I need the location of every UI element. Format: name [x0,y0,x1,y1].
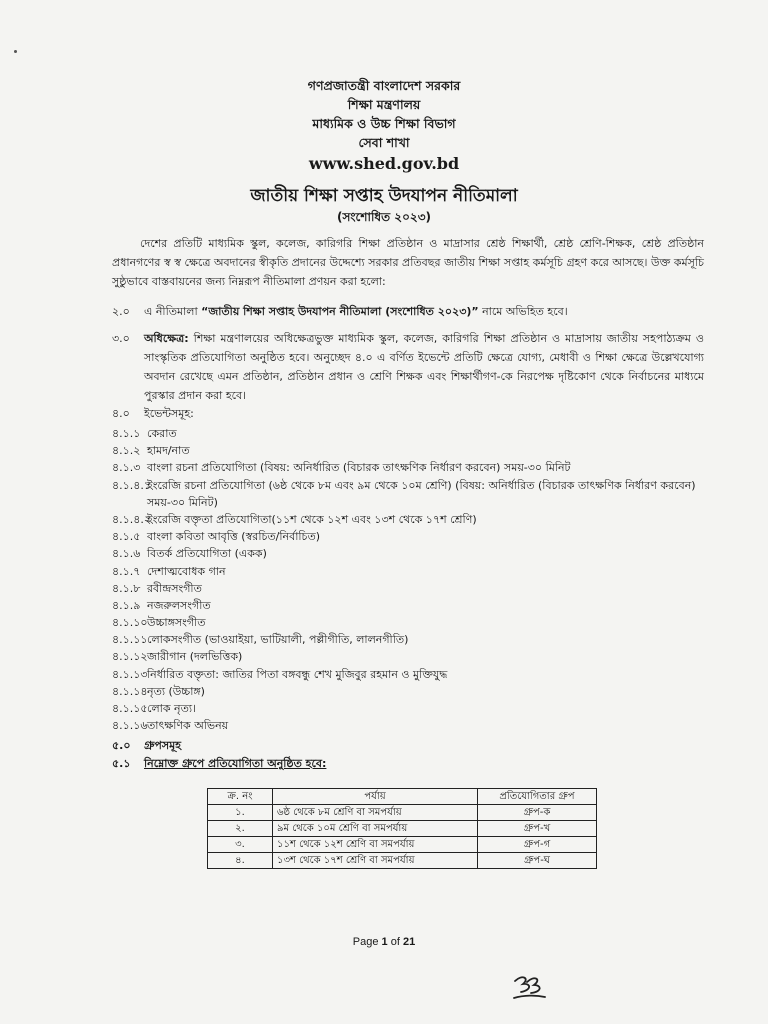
item-number: ৪.১.৫ [112,530,141,544]
list-item [112,666,704,683]
item-number: ৪.১.৯ [112,598,141,612]
intro-paragraph: দেশের প্রতিটি মাধ্যমিক স্কুল, কলেজ, কারিগরি শিক্ষা প্রতিষ্ঠান ও মাদ্রাসার শ্রেষ্ঠ শিক্ষার্থী, শ্রেষ্ঠ শ্রেণি-শিক্ষক, শ্রেষ্ঠ প্রতিষ্ঠান প্রধানগণের স্ব স্ব ক্ষেত্রে অবদানের স্বীকৃতি প্রদানের উদ্দেশ্যে সরকার প্রতিবছর জাতীয় শিক্ষা সপ্তাহ কর্মসূচি গ্রহণ করে আসছে। উক্ত কর্মসূচি সুষ্ঠুভাবে বাস্তবায়নের জন্য নিম্নরূপ নীতিমালা প্রণয়ন করা হলো: [112,237,704,288]
page-total: 21 [402,936,416,948]
table-cell: ১. [208,805,273,821]
section-4-heading [112,404,704,423]
section-number: ৪.০ [112,407,130,420]
column-header-group: প্রতিযোগিতার গ্রুপ [478,789,597,805]
item-text: নির্ধারিত বক্তৃতা: জাতির পিতা বঙ্গবন্ধু শেখ মুজিবুর রহমান ও মুক্তিযুদ্ধ [147,667,448,681]
list-item [112,442,704,459]
page-current: 1 [381,936,388,948]
item-text: লোকসংগীত (ভাওয়াইয়া, ভাটিয়ালী, পল্লীগীতি, লালনগীতি) [147,633,409,647]
table-cell: গ্রুপ-ঘ [478,853,597,869]
item-text: নৃত্য (উচ্চাঙ্গ) [147,684,205,698]
list-item [112,614,704,631]
column-header-serial: ক্র. নং [208,789,273,805]
table-row [208,805,597,821]
item-number: ৪.১.১৩ [112,667,148,681]
item-number: ৪.১.১৪ [112,684,148,698]
header-website: www.shed.gov.bd [308,154,460,173]
list-item [112,597,704,614]
item-text: রবীন্দ্রসংগীত [147,581,202,595]
list-item [112,425,704,442]
item-number: ৪.১.৭ [112,564,141,578]
table-cell: গ্রুপ-খ [478,821,597,837]
table-header-row [208,789,597,805]
item-number: ৪.১.১৬ [112,719,148,733]
section-heading: নিম্নোক্ত গ্রুপে প্রতিযোগিতা অনুষ্ঠিত হবে: [144,757,327,770]
list-item [112,528,704,545]
initials-signature [512,972,546,1002]
item-number: ৪.১.৪.১ [112,478,152,492]
item-number: ৪.১.১২ [112,650,148,664]
section-heading: ইভেন্টসমূহ: [144,407,194,420]
item-text: উচ্চাঙ্গসংগীত [147,616,206,630]
item-number: ৪.১.১১ [112,633,148,647]
list-item [112,683,704,700]
list-item [112,717,704,734]
section-label: অধিক্ষেত্র: [144,332,189,345]
list-item [112,459,704,476]
table-cell: ৩. [208,837,273,853]
table-cell: ৬ষ্ঠ থেকে ৮ম শ্রেণি বা সমপর্যায় [273,805,478,821]
list-item [112,580,704,597]
list-item [112,631,704,648]
item-text: বাংলা রচনা প্রতিযোগিতা (বিষয়: অনির্ধারিত (বিচারক তাৎক্ষণিক নির্ধারণ করবেন) সময়-৩০ মিনিট [147,461,571,475]
section-heading: গ্রুপসমূহ [144,739,181,752]
section-number: ২.০ [112,305,130,318]
table-row [208,853,597,869]
item-number: ৪.১.৬ [112,547,141,561]
list-item [112,511,704,528]
item-number: ৪.১.১০ [112,616,148,630]
item-text: তাৎক্ষণিক অভিনয় [147,719,229,733]
item-text: লোক নৃত্য। [147,702,196,716]
section-body [144,329,704,405]
item-text: নজরুলসংগীত [147,598,211,612]
table-cell: ১৩শ থেকে ১৭শ শ্রেণি বা সমপর্যায় [273,853,478,869]
group-table [207,788,597,869]
item-number: ৪.১.৪.২ [112,512,152,526]
item-text: ইংরেজি বক্তৃতা প্রতিযোগিতা(১১শ থেকে ১২শ এবং ১৩শ থেকে ১৭শ শ্রেণি) [147,512,477,526]
item-text: বিতর্ক প্রতিযোগিতা (একক) [147,547,267,561]
section-text: এ নীতিমালা [144,305,202,318]
item-text: হামদ/নাত [147,444,190,458]
table-row [208,837,597,853]
page-separator: of [387,936,403,948]
section-5-1-heading [112,755,326,773]
section-2 [112,302,704,321]
document-title: জাতীয় শিক্ষা সপ্তাহ উদযাপন নীতিমালা [250,186,518,206]
header-line-ministry: শিক্ষা মন্ত্রণালয় [347,97,421,112]
item-number: ৪.১.২ [112,444,141,458]
section-number: ৫.১ [112,757,131,770]
item-number: ৪.১.৩ [112,461,141,475]
page-label: Page [352,936,382,948]
table-cell: ১১শ থেকে ১২শ শ্রেণি বা সমপর্যায় [273,837,478,853]
table-row [208,821,597,837]
item-number: ৪.১.৮ [112,581,141,595]
column-header-level: পর্যায় [273,789,478,805]
table-cell: গ্রুপ-গ [478,837,597,853]
section-number: ৫.০ [112,739,131,752]
item-text: জারীগান (দলভিত্তিক) [147,650,243,664]
event-list [112,425,704,734]
header-line-government: গণপ্রজাতন্ত্রী বাংলাদেশ সরকার [307,78,461,93]
policy-name: “জাতীয় শিক্ষা সপ্তাহ উদযাপন নীতিমালা (সংশোধিত ২০২৩)” [201,305,479,318]
section-number: ৩.০ [112,332,130,345]
table-cell: গ্রুপ-ক [478,805,597,821]
letterhead [0,76,768,176]
item-text: ইংরেজি রচনা প্রতিযোগিতা (৬ষ্ঠ থেকে ৮ম এবং ৯ম থেকে ১০ম শ্রেণি) (বিষয়: অনির্ধারিত (বিচারক তাৎক্ষণিক নির্ধারণ করবেন) সময়-৩০ মিনিট) [147,478,696,509]
item-number: ৪.১.১ [112,427,141,440]
item-text: বাংলা কবিতা আবৃত্তি (স্বরচিত/নির্বাচিত) [147,530,321,544]
section-body [144,302,704,321]
section-text: শিক্ষা মন্ত্রণালয়ের অধিক্ষেত্রভুক্ত মাধ্যমিক স্কুল, কলেজ, কারিগরি শিক্ষা প্রতিষ্ঠান ও মাদ্রাসায় জাতীয় সহপাঠ্যক্রম ও সাংস্কৃতিক প্রতিযোগিতা অনুষ্ঠিত হবে। অনুচ্ছেদ ৪.০ এ বর্ণিত ইভেন্টে প্রতিটি ক্ষেত্রে যোগ্য, মেধাবী ও শিক্ষা ক্ষেত্রে উল্লেখযোগ্য অবদান রেখেছে এমন প্রতিষ্ঠান, প্রতিষ্ঠান প্রধান ও শ্রেণি শিক্ষক এবং শিক্ষার্থীগণ-কে নিরপেক্ষ দৃষ্টিকোণ থেকে নির্বাচনের মাধ্যমে পুরস্কার প্রদান করা হবে। [144,332,704,402]
document-subtitle: (সংশোধিত ২০২৩) [336,210,431,224]
table-cell: ৪. [208,853,273,869]
page-footer [0,936,768,948]
section-5 [112,737,326,773]
header-line-branch: সেবা শাখা [358,135,410,150]
scan-speck [14,50,17,53]
list-item [112,700,704,717]
item-number: ৪.১.১৫ [112,702,148,716]
list-item [112,563,704,580]
section-text: নামে অভিহিত হবে। [478,305,568,318]
table-cell: ২. [208,821,273,837]
section-3 [112,329,704,405]
table-cell: ৯ম থেকে ১০ম শ্রেণি বা সমপর্যায় [273,821,478,837]
list-item [112,648,704,665]
list-item [112,477,704,511]
item-text: দেশাত্মবোধক গান [147,564,226,578]
item-text: কেরাত [147,427,177,440]
header-line-division: মাধ্যমিক ও উচ্চ শিক্ষা বিভাগ [312,116,456,131]
list-item [112,545,704,562]
section-5-heading [112,737,326,755]
